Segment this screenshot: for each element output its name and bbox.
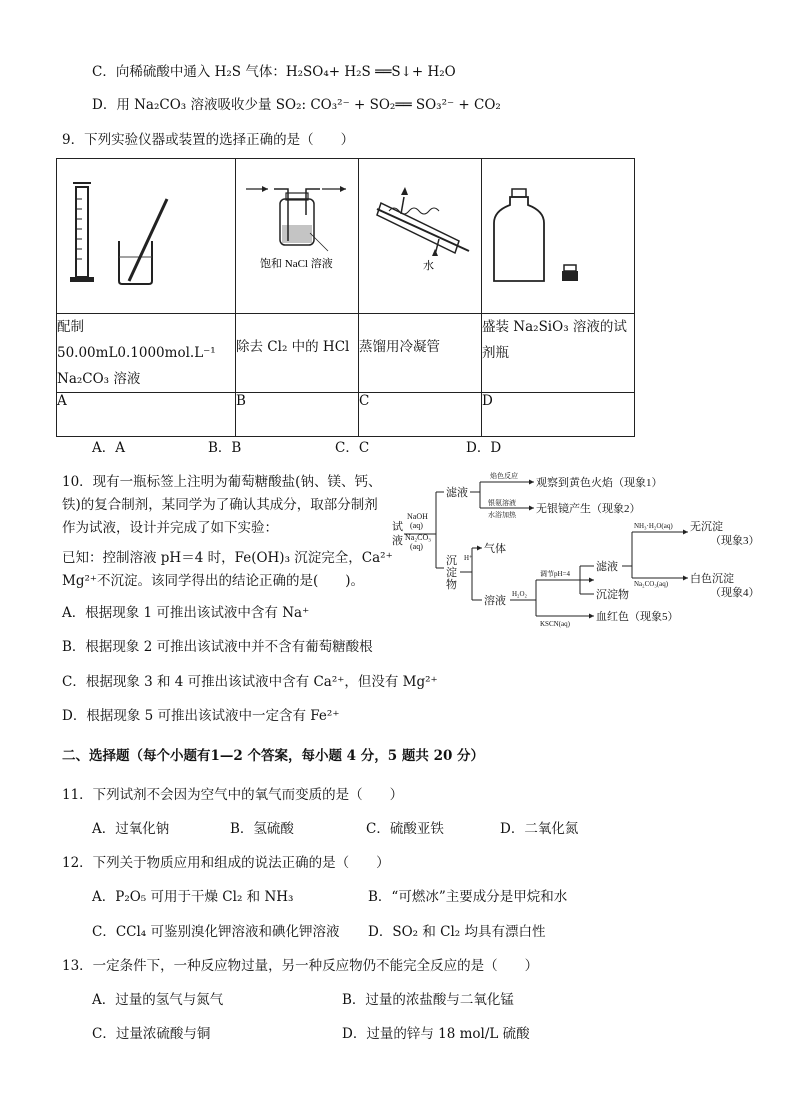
- q10-known-line2: Mg²⁺不沉淀。该同学得出的结论正确的是( )。: [62, 573, 365, 589]
- svg-text:NaOH: NaOH: [407, 512, 428, 521]
- q9-apparatus-table: [56, 158, 635, 437]
- q12-option-d: D．SO₂ 和 Cl₂ 均具有漂白性: [368, 924, 546, 940]
- flow-white-precip: 白色沉淀: [690, 573, 734, 585]
- q10-option-c: C．根据现象 3 和 4 可推出该试液中含有 Ca²⁺，但没有 Mg²⁺: [62, 674, 438, 690]
- q11-option-d: D．二氧化氮: [500, 821, 579, 837]
- saturated-nacl-label: 饱和 NaCl 溶液: [260, 258, 333, 270]
- q11-stem: 11．下列试剂不会因为空气中的氧气而变质的是（ ）: [62, 787, 404, 803]
- q8-option-c: C．向稀硫酸中通入 H₂S 气体：H₂SO₄+ H₂S ══S↓+ H₂O: [92, 64, 456, 80]
- q11-option-a: A．过氧化钠: [92, 821, 170, 837]
- letter-d: D: [482, 393, 635, 437]
- apparatus-b-cell: [236, 159, 359, 314]
- q12-option-c: C．CCl₄ 可鉴别溴化钾溶液和碘化钾溶液: [92, 924, 340, 940]
- flow-obs3: （现象3）: [710, 535, 760, 547]
- flow-obs1: 观察到黄色火焰（现象1）: [536, 477, 663, 489]
- svg-text:调节pH=4: 调节pH=4: [540, 570, 571, 578]
- letter-a: A: [57, 393, 236, 437]
- caption-c: 蒸馏用冷凝管: [359, 314, 482, 393]
- q9-option-b: B．B: [208, 440, 242, 456]
- q10-option-d: D．根据现象 5 可推出该试液中一定含有 Fe²⁺: [62, 708, 340, 724]
- svg-text:Na₂CO₃(aq): Na₂CO₃(aq): [634, 580, 669, 588]
- q8-option-d: D．用 Na₂CO₃ 溶液吸收少量 SO₂: CO₃²⁻ + SO₂══ SO₃²⁻ + CO₂: [92, 97, 501, 113]
- flow-start-1: 试: [392, 521, 403, 533]
- q13-stem: 13．一定条件下，一种反应物过量，另一种反应物仍不能完全反应的是（ ）: [62, 958, 539, 974]
- flow-filtrate: 滤液: [446, 487, 468, 499]
- q9-option-c: C．C: [335, 440, 370, 456]
- svg-text:(aq): (aq): [410, 521, 423, 530]
- svg-text:KSCN(aq): KSCN(aq): [540, 620, 570, 628]
- svg-text:NH₃·H₂O(aq): NH₃·H₂O(aq): [634, 522, 673, 530]
- q9-option-d: D．D: [466, 440, 502, 456]
- q9-option-a: A．A: [92, 440, 125, 456]
- flow-obs2: 无银镜产生（现象2）: [536, 503, 641, 515]
- q13-option-a: A．过量的氢气与氮气: [92, 992, 224, 1008]
- q12-option-a: A．P₂O₅ 可用于干燥 Cl₂ 和 NH₃: [92, 889, 294, 905]
- q9-stem: 9．下列实验仪器或装置的选择正确的是（ ）: [62, 132, 355, 148]
- q13-option-c: C．过量浓硫酸与铜: [92, 1026, 211, 1042]
- flow-no-precip: 无沉淀: [690, 521, 723, 533]
- svg-text:物: 物: [446, 579, 457, 591]
- q10-stem-line3: 作为试液，设计并完成了如下实验：: [62, 520, 278, 536]
- svg-text:焰色反应: 焰色反应: [490, 472, 518, 480]
- gas-washing-bottle-image: [236, 159, 358, 309]
- section-two-heading: 二、选择题（每个小题有1—2 个答案，每小题 4 分，5 题共 20 分）: [62, 748, 485, 764]
- flow-start-2: 液: [392, 535, 403, 547]
- condenser-image: [359, 159, 481, 309]
- graduated-cylinder-beaker-image: [57, 159, 235, 309]
- svg-text:Na₂CO₃: Na₂CO₃: [405, 533, 432, 542]
- apparatus-c-cell: [359, 159, 482, 314]
- caption-d: 盛装 Na₂SiO₃ 溶液的试 剂瓶: [482, 314, 635, 393]
- q11-option-b: B．氢硫酸: [230, 821, 294, 837]
- svg-text:银氨溶液: 银氨溶液: [488, 499, 516, 507]
- svg-text:淀: 淀: [446, 567, 457, 579]
- q12-option-b: B．“可燃冰”主要成分是甲烷和水: [368, 889, 568, 905]
- q10-flowchart: [390, 468, 790, 636]
- flow-precip: 沉淀物: [596, 589, 629, 601]
- q13-option-d: D．过量的锌与 18 mol/L 硫酸: [342, 1026, 530, 1042]
- q10-option-a: A．根据现象 1 可推出该试液中含有 Na⁺: [62, 605, 310, 621]
- apparatus-d-cell: [482, 159, 635, 314]
- reagent-bottle-image: [482, 159, 634, 309]
- letter-b: B: [236, 393, 359, 437]
- svg-text:水浴加热: 水浴加热: [488, 511, 516, 519]
- flow-solution: 溶液: [484, 595, 506, 607]
- water-label: 水: [423, 260, 434, 272]
- q10-stem-line1: 10．现有一瓶标签上注明为葡萄糖酸盐(钠、镁、钙、: [62, 474, 382, 490]
- q11-option-c: C．硫酸亚铁: [366, 821, 444, 837]
- apparatus-a-cell: [57, 159, 236, 314]
- q10-stem-line2: 铁)的复合制剂，某同学为了确认其成分，取部分制剂: [62, 497, 378, 513]
- q10-option-b: B．根据现象 2 可推出该试液中并不含有葡萄糖酸根: [62, 639, 373, 655]
- q13-option-b: B．过量的浓盐酸与二氧化锰: [342, 992, 514, 1008]
- flow-gas: 气体: [484, 543, 506, 555]
- svg-text:沉: 沉: [446, 555, 457, 567]
- caption-b: 除去 Cl₂ 中的 HCl: [236, 314, 359, 393]
- svg-text:H⁺: H⁺: [464, 554, 473, 562]
- q10-known-line1: 已知：控制溶液 pH＝4 时，Fe(OH)₃ 沉淀完全，Ca²⁺: [62, 550, 393, 566]
- flow-obs4: （现象4）: [710, 587, 760, 599]
- flow-obs5: 血红色（现象5）: [596, 611, 679, 623]
- q12-stem: 12．下列关于物质应用和组成的说法正确的是（ ）: [62, 855, 390, 871]
- letter-c: C: [359, 393, 482, 437]
- svg-text:H₂O₂: H₂O₂: [512, 590, 527, 598]
- flow-filtrate2: 滤液: [596, 561, 618, 573]
- svg-text:(aq): (aq): [410, 542, 423, 551]
- caption-a: 配制 50.00mL0.1000mol.L⁻¹ Na₂CO₃ 溶液: [57, 314, 236, 393]
